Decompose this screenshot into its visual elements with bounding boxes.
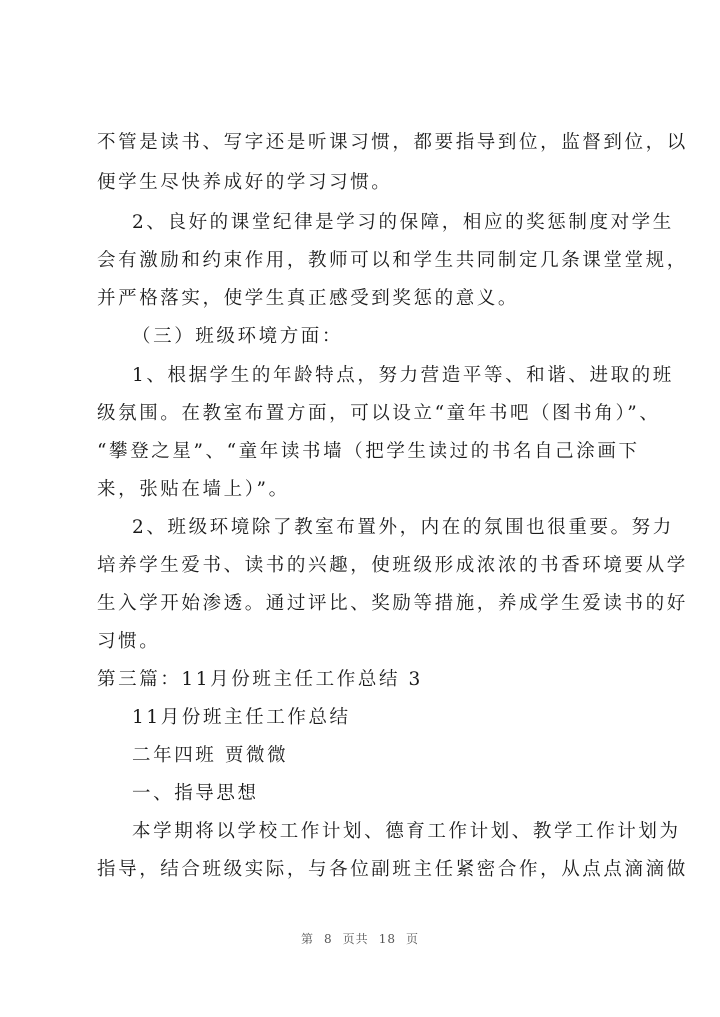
section-heading: 一、指导思想	[132, 783, 259, 804]
text-line: 2、班级环境除了教室布置外，内在的氛围也很重要。努力	[132, 517, 674, 538]
text-line: 培养学生爱书、读书的兴趣，使班级形成浓浓的书香环境要从学	[97, 555, 688, 576]
text-line: 级氛围。在教室布置方面，可以设立“童年书吧（图书角）”、	[97, 403, 661, 424]
text-line: 本学期将以学校工作计划、德育工作计划、教学工作计划为	[132, 821, 681, 842]
article-title: 第三篇：11月份班主任工作总结 3	[97, 669, 423, 690]
section-heading: （三）班级环境方面：	[132, 326, 344, 347]
footer-label-ye: 页	[405, 932, 419, 946]
footer-total-pages: 18	[378, 932, 396, 946]
footer-label-di: 第	[301, 932, 315, 946]
text-line: 便学生尽快养成好的学习习惯。	[97, 172, 393, 193]
text-line: “攀登之星”、“童年读书墙（把学生读过的书名自己涂画下	[97, 441, 640, 462]
text-line: 生入学开始渗透。通过评比、奖励等措施，养成学生爱读书的好	[97, 593, 688, 614]
page-footer	[0, 930, 720, 947]
text-line: 1、根据学生的年龄特点，努力营造平等、和谐、进取的班	[132, 365, 674, 386]
footer-label-ye-gong: 页共	[342, 932, 369, 946]
footer-current-page: 8	[324, 932, 333, 946]
text-line: 不管是读书、写字还是听课习惯，都要指导到位，监督到位，以	[97, 132, 688, 153]
text-line: 并严格落实，使学生真正感受到奖惩的意义。	[97, 288, 520, 309]
author-line: 二年四班 贾微微	[132, 745, 289, 766]
text-line: 来，张贴在墙上）”。	[97, 479, 290, 500]
text-line: 会有激励和约束作用，教师可以和学生共同制定几条课堂堂规，	[97, 250, 688, 271]
text-line: 指导，结合班级实际，与各位副班主任紧密合作，从点点滴滴做	[97, 859, 688, 880]
text-line: 2、良好的课堂纪律是学习的保障，相应的奖惩制度对学生	[132, 212, 674, 233]
text-line: 习惯。	[97, 631, 161, 652]
summary-title: 11月份班主任工作总结	[132, 707, 351, 728]
